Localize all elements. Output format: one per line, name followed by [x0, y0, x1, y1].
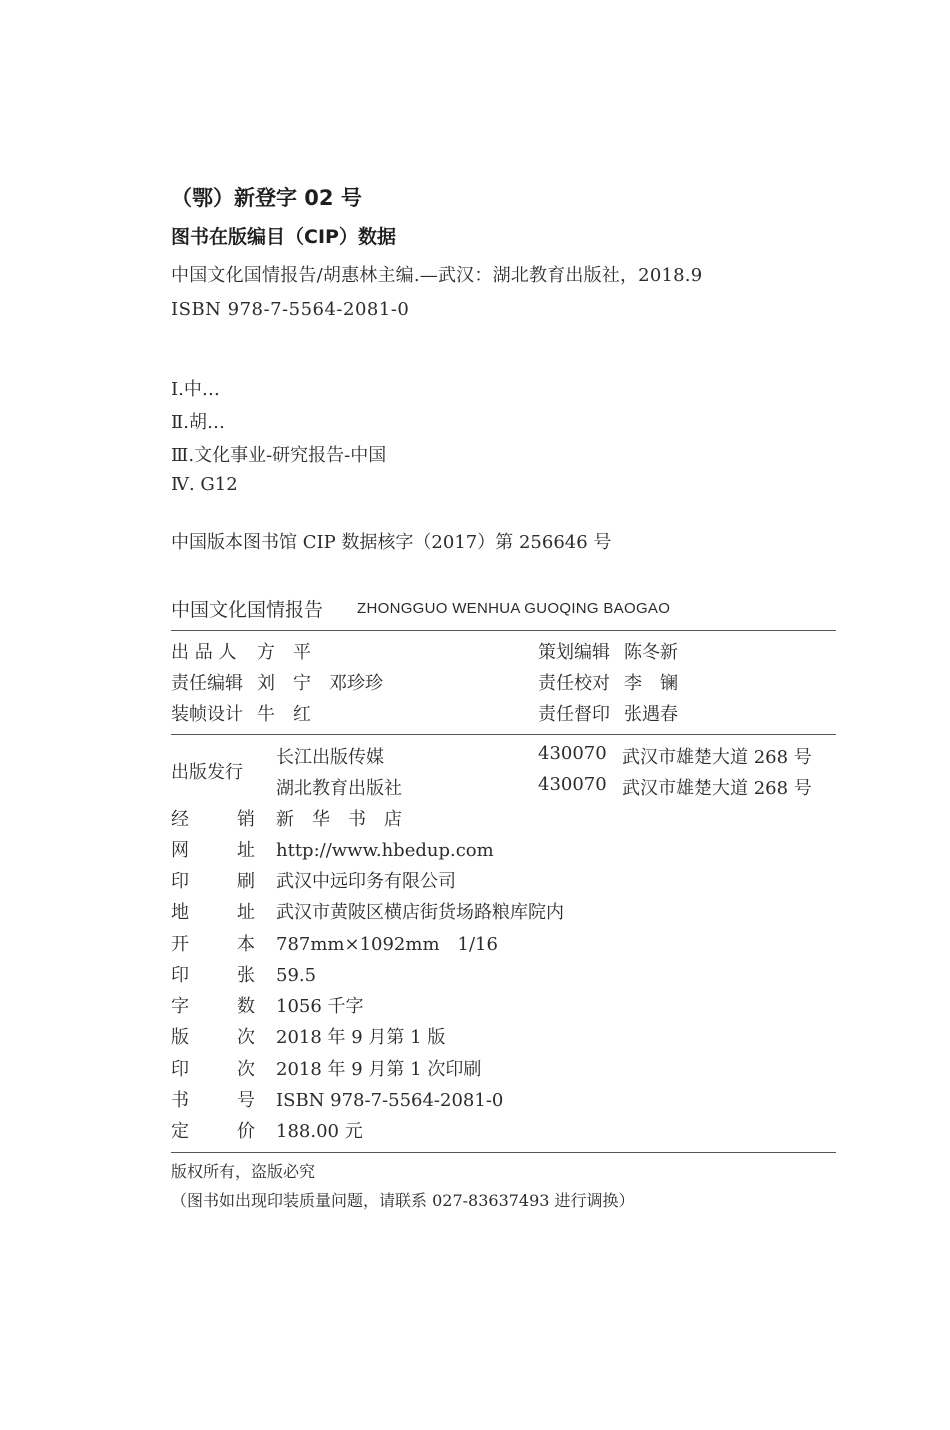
staff-value: 张遇春 — [624, 704, 678, 725]
registration-number: （鄂）新登字 02 号 — [171, 186, 362, 210]
staff-label: 出 品 人 — [171, 642, 237, 663]
detail-row — [171, 930, 498, 956]
classification-item: Ⅳ. G12 — [171, 474, 238, 495]
staff-label: 责任编辑 — [171, 673, 243, 694]
detail-label: 经 销 — [171, 809, 255, 830]
detail-label: 书 号 — [171, 1090, 255, 1111]
book-title-pinyin: ZHONGGUO WENHUA GUOQING BAOGAO — [357, 600, 671, 617]
detail-value: 2018 年 9 月第 1 次印刷 — [276, 1059, 482, 1080]
cip-check-number: 中国版本图书馆 CIP 数据核字（2017）第 256646 号 — [171, 532, 612, 553]
classification-item: Ⅲ.文化事业-研究报告-中国 — [171, 445, 387, 466]
detail-label: 印 次 — [171, 1059, 255, 1080]
detail-label: 地 址 — [171, 902, 255, 923]
staff-row — [171, 638, 311, 664]
quality-notice: （图书如出现印装质量问题，请联系 027-83637493 进行调换） — [171, 1191, 635, 1210]
publisher-address: 武汉市雄楚大道 268 号 — [622, 747, 812, 768]
detail-value: 新 华 书 店 — [276, 809, 402, 830]
detail-row — [171, 1023, 445, 1049]
detail-row — [171, 805, 402, 831]
publisher-label: 出版发行 — [171, 762, 243, 783]
staff-value: 刘 宁 邓珍珍 — [257, 673, 383, 694]
staff-label: 责任校对 — [538, 673, 610, 694]
staff-label: 策划编辑 — [538, 642, 610, 663]
staff-label: 装帧设计 — [171, 704, 243, 725]
staff-value: 方 平 — [257, 642, 311, 663]
detail-value: 787mm×1092mm 1/16 — [276, 934, 498, 955]
detail-value: ISBN 978-7-5564-2081-0 — [276, 1090, 504, 1111]
classification-item: Ⅰ.中… — [171, 379, 220, 400]
staff-row — [171, 669, 383, 695]
detail-row — [171, 961, 316, 987]
publisher-postcode: 430070 — [538, 774, 607, 795]
detail-row — [171, 992, 364, 1018]
detail-row — [171, 836, 494, 862]
detail-label: 网 址 — [171, 840, 255, 861]
staff-row — [538, 638, 678, 664]
divider — [171, 734, 836, 735]
copyright-notice: 版权所有，盗版必究 — [171, 1162, 316, 1181]
staff-row — [538, 700, 678, 726]
detail-label: 定 价 — [171, 1121, 255, 1142]
book-title: 中国文化国情报告 — [171, 599, 324, 621]
staff-value: 牛 红 — [257, 704, 311, 725]
detail-label: 印 张 — [171, 965, 255, 986]
detail-value: 188.00 元 — [276, 1121, 363, 1142]
detail-row — [171, 898, 564, 924]
staff-row — [538, 669, 678, 695]
staff-row — [171, 700, 311, 726]
detail-value: 1056 千字 — [276, 996, 364, 1017]
detail-label: 印 刷 — [171, 871, 255, 892]
staff-label: 责任督印 — [538, 704, 610, 725]
divider — [171, 1152, 836, 1153]
divider — [171, 630, 836, 631]
staff-value: 李 镧 — [624, 673, 678, 694]
detail-value: 武汉市黄陂区横店街货场路粮库院内 — [276, 902, 564, 923]
cip-heading: 图书在版编目（CIP）数据 — [171, 226, 396, 248]
detail-label: 开 本 — [171, 934, 255, 955]
detail-row — [171, 867, 456, 893]
detail-row — [171, 1117, 363, 1143]
detail-label: 版 次 — [171, 1027, 255, 1048]
staff-value: 陈冬新 — [624, 642, 678, 663]
publisher-name: 湖北教育出版社 — [276, 778, 402, 799]
classification-item: Ⅱ.胡… — [171, 412, 225, 433]
detail-value: 武汉中远印务有限公司 — [276, 871, 456, 892]
detail-value: 59.5 — [276, 965, 317, 986]
cip-record-line: 中国文化国情报告/胡惠林主编.—武汉：湖北教育出版社，2018.9 — [171, 265, 703, 286]
detail-label: 字 数 — [171, 996, 255, 1017]
cip-isbn: ISBN 978-7-5564-2081-0 — [171, 299, 410, 320]
detail-value: http://www.hbedup.com — [276, 840, 494, 861]
publisher-postcode: 430070 — [538, 743, 607, 764]
publisher-name: 长江出版传媒 — [276, 747, 384, 768]
detail-row — [171, 1055, 481, 1081]
detail-row — [171, 1086, 503, 1112]
detail-value: 2018 年 9 月第 1 版 — [276, 1027, 446, 1048]
publisher-address: 武汉市雄楚大道 268 号 — [622, 778, 812, 799]
